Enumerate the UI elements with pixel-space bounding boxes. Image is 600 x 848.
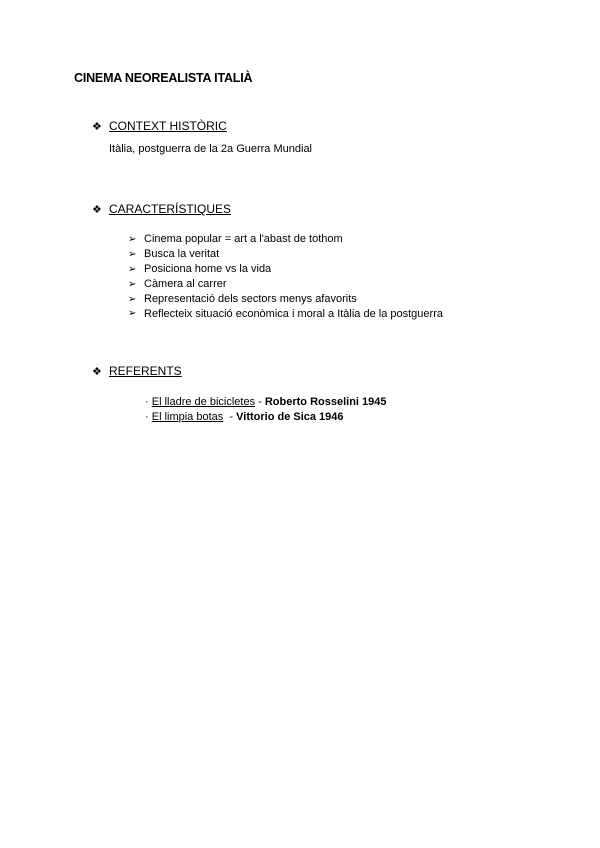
film-credit: Roberto Rosselini 1945 — [264, 395, 387, 408]
list-item: ➢ Busca la veritat — [128, 248, 220, 261]
section-referents — [92, 364, 182, 378]
film-title-link[interactable]: El lladre de bicicletes — [151, 395, 256, 408]
document-title: CINEMA NEOREALISTA ITALIÀ — [74, 71, 253, 85]
film-title-link[interactable]: El limpia botas — [151, 410, 224, 423]
section-context-historic — [92, 119, 227, 133]
diamond-bullet-icon: ❖ — [92, 203, 102, 216]
arrow-bullet-icon: ➢ — [128, 308, 137, 320]
diamond-bullet-icon: ❖ — [92, 120, 102, 133]
arrow-bullet-icon: ➢ — [128, 293, 137, 305]
list-item: ➢ Càmera al carrer — [128, 278, 227, 291]
arrow-bullet-icon: ➢ — [128, 263, 137, 275]
section-body: Itàlia, postguerra de la 2a Guerra Mundial — [109, 143, 313, 155]
arrow-bullet-icon: ➢ — [128, 278, 137, 290]
section-heading: REFERENTS — [109, 364, 182, 378]
references-list — [145, 394, 387, 424]
section-heading: CONTEXT HISTÒRIC — [109, 119, 227, 133]
reference-item: · El lladre de bicicletes - Roberto Rosselini 1945 — [145, 395, 387, 408]
arrow-bullet-icon: ➢ — [128, 233, 137, 245]
list-item: ➢ Posiciona home vs la vida — [128, 263, 272, 276]
characteristics-list — [128, 232, 443, 321]
diamond-bullet-icon: ❖ — [92, 365, 102, 378]
list-item: ➢ Representació dels sectors menys afavorits — [128, 293, 357, 305]
section-caracteristiques — [92, 202, 231, 216]
list-item: ➢ Reflecteix situació econòmica i moral a Itàlia de la postguerra — [128, 307, 443, 320]
film-credit: Vittorio de Sica 1946 — [236, 410, 344, 423]
arrow-bullet-icon: ➢ — [128, 248, 137, 260]
reference-item: · El limpia botas - Vittorio de Sica 1946 — [145, 410, 344, 423]
list-item: ➢ Cinema popular = art a l'abast de tothom — [128, 233, 343, 246]
section-heading: CARACTERÍSTIQUES — [109, 202, 232, 216]
